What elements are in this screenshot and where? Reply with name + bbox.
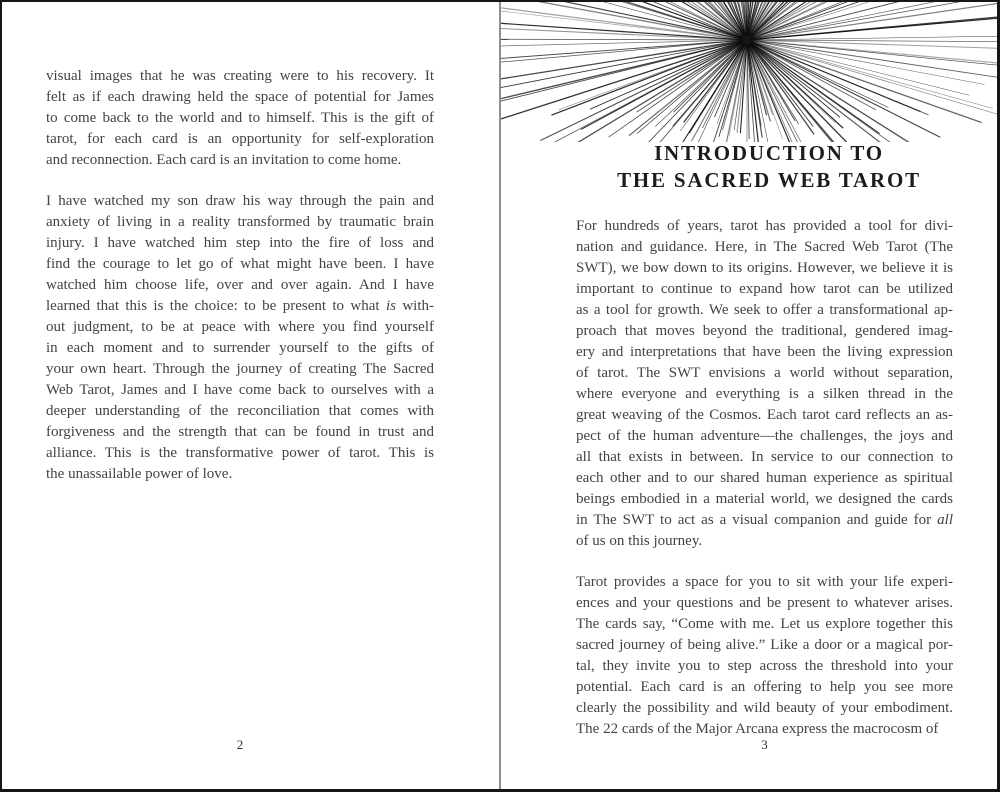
text-line: Web Tarot, James and I have come back to ourselves with a: [46, 382, 434, 398]
text-line: of us on this journey.: [576, 533, 703, 549]
text-line: tarot, for each card is an opportunity for self-exploration: [46, 131, 434, 147]
text-line: nation and guidance. Here, in The Sacred Web Tarot (The: [576, 239, 953, 255]
paragraph: [46, 66, 434, 171]
text-line: clearly the possibility and wild beauty of your embodiment.: [576, 700, 953, 716]
text-line: important to continue to expand how tarot can be utilized: [576, 281, 953, 297]
text-line: Tarot provides a space for you to sit with your life experi-: [576, 574, 953, 590]
text-line: forgiveness and the strength that can be found in trust and: [46, 424, 434, 440]
text-line: learned that this is the choice: to be present to what is with-: [46, 298, 434, 314]
text-line: alliance. This is the transformative power of tarot. This is: [46, 445, 434, 461]
text-line: tal, they invite you to step across the threshold into your: [576, 658, 953, 674]
text-line: The 22 cards of the Major Arcana express the macrocosm of: [576, 721, 939, 737]
text-line: where everyone and everything is a silken thread in the: [576, 386, 953, 402]
page-number-left: 2: [236, 737, 244, 752]
text-line: out judgment, to be at peace with where you find yourself: [46, 319, 434, 335]
text-line: For hundreds of years, tarot has provided a tool for divi-: [576, 218, 953, 234]
text-line: The cards say, “Come with me. Let us explore together this: [576, 616, 953, 632]
text-line: great weaving of the Cosmos. Each tarot card reflects an as-: [576, 407, 953, 423]
text-line: injury. I have watched him step into the fire of loss and: [46, 235, 434, 251]
text-line: the unassailable power of love.: [46, 466, 233, 482]
text-line: to come back to the world and to himself. This is the gift of: [46, 110, 434, 126]
text-line: watched him choose life, over and over again. And I have: [46, 277, 434, 293]
left-text-block: [46, 66, 434, 485]
paragraph: [576, 216, 953, 552]
text-line: of tarot. The SWT envisions a world without separation,: [576, 365, 953, 381]
paragraph: [46, 191, 434, 485]
text-line: find the courage to let go of what might have been. I have: [46, 256, 434, 272]
right-text-block: [576, 216, 953, 740]
text-line: your own heart. Through the journey of creating The Sacred: [46, 361, 434, 377]
page-divider: [499, 2, 501, 789]
paragraph: [576, 572, 953, 740]
text-line: visual images that he was creating were to his recovery. It: [46, 68, 434, 84]
chapter-title: [541, 140, 997, 194]
text-line: deeper understanding of the reconciliation that comes with: [46, 403, 434, 419]
starburst-icon: [500, 2, 998, 142]
text-line: sacred journey of being alive.” Like a door or a magical por-: [576, 637, 953, 653]
text-line: felt as if each drawing held the space of potential for James: [46, 89, 434, 105]
text-line: all that exists in between. In service to our connection to: [576, 449, 953, 465]
text-line: anxiety of living in a reality transformed by traumatic brain: [46, 214, 434, 230]
text-line: each other and to our shared human experience as spiritual: [576, 470, 953, 486]
page-number-right: 3: [761, 737, 768, 752]
text-line: proach that moves beyond the traditional, gendered imag-: [576, 323, 953, 339]
text-line: in The SWT to act as a visual companion and guide for all: [576, 512, 953, 528]
text-line: potential. Each card is an offering to help you see more: [576, 679, 953, 695]
text-line: in each moment and to surrender yourself to the gifts of: [46, 340, 434, 356]
text-line: beings embodied in a material world, we designed the cards: [576, 491, 953, 507]
text-line: ery and interpretations that have been the living expression: [576, 344, 953, 360]
text-line: pect of the human adventure—the challenges, the joys and: [576, 428, 953, 444]
text-line: ences and your questions and be present to whatever arises.: [576, 595, 953, 611]
text-line: as a tool for growth. We seek to offer a transformational ap-: [576, 302, 953, 318]
chapter-title-line2: THE SACRED WEB TAROT: [617, 168, 921, 192]
text-line: and reconnection. Each card is an invitation to come home.: [46, 152, 402, 168]
chapter-title-line1: INTRODUCTION TO: [654, 141, 884, 165]
text-line: I have watched my son draw his way through the pain and: [46, 193, 434, 209]
text-line: SWT), we bow down to its origins. However, we believe it is: [576, 260, 953, 276]
